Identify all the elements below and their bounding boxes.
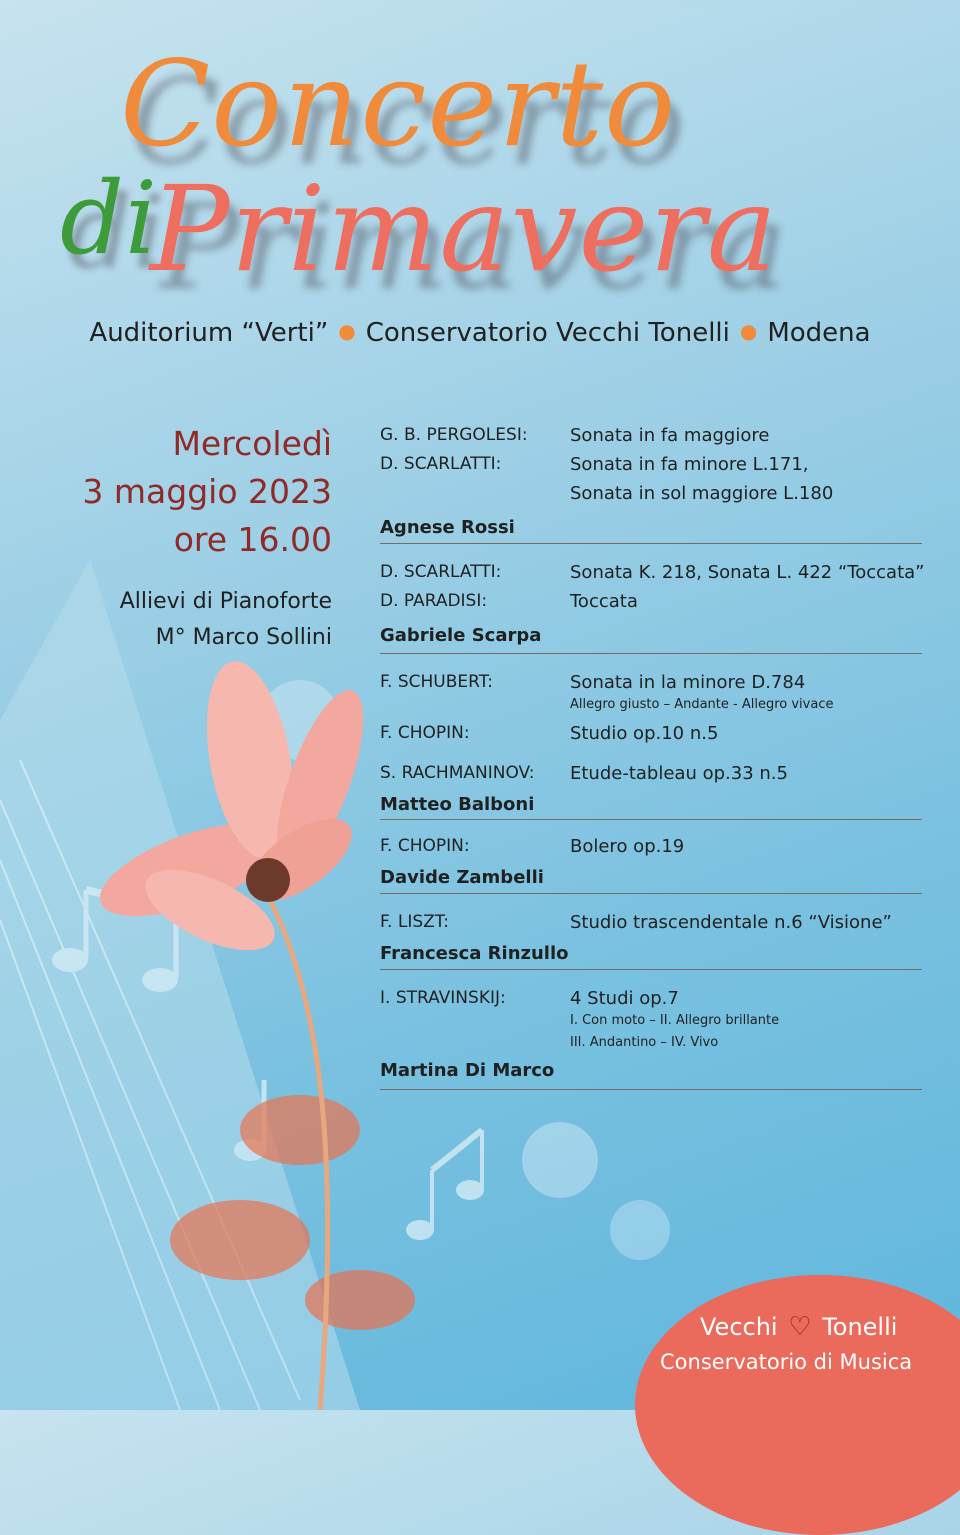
program-row <box>380 912 922 941</box>
program-block <box>380 894 922 970</box>
logo-subtitle: Conservatorio di Musica <box>660 1350 913 1374</box>
program-row <box>380 483 922 512</box>
program-block <box>380 820 922 894</box>
title-di: di <box>60 160 158 277</box>
composer: F. SCHUBERT: <box>380 672 493 692</box>
program-block <box>380 970 922 1090</box>
work: 4 Studi op.7 <box>570 988 679 1009</box>
venue-city: Modena <box>767 318 871 348</box>
event-info <box>82 420 332 656</box>
performer: Gabriele Scarpa <box>380 625 542 646</box>
logo-name-right: Tonelli <box>822 1313 898 1341</box>
composer: F. CHOPIN: <box>380 723 470 743</box>
venue-conservatory: Conservatorio Vecchi Tonelli <box>365 318 730 348</box>
concert-title <box>0 0 960 320</box>
venue-auditorium: Auditorium “Verti” <box>89 318 329 348</box>
performer: Francesca Rinzullo <box>380 943 569 964</box>
movements-row <box>380 1035 922 1055</box>
class-label: Allievi di Pianoforte <box>119 589 332 614</box>
separator-dot-icon: ● <box>338 319 356 343</box>
program-row <box>380 562 925 591</box>
movements: III. Andantino – IV. Vivo <box>570 1035 719 1050</box>
work: Sonata in fa maggiore <box>570 425 770 446</box>
title-primavera: Primavera <box>150 160 779 298</box>
work: Sonata K. 218, Sonata L. 422 “Toccata” <box>570 562 925 583</box>
work: Toccata <box>570 591 638 612</box>
program-block <box>380 654 922 820</box>
event-weekday: Mercoledì <box>172 424 332 463</box>
movements: Allegro giusto – Andante - Allegro vivace <box>570 697 834 712</box>
logo-name-left: Vecchi <box>700 1313 778 1341</box>
title-concerto: Concerto <box>120 35 677 173</box>
composer: F. CHOPIN: <box>380 836 470 856</box>
composer: S. RACHMANINOV: <box>380 763 535 783</box>
performer: Agnese Rossi <box>380 517 515 538</box>
work: Studio op.10 n.5 <box>570 723 719 744</box>
performer: Matteo Balboni <box>380 794 535 815</box>
composer: D. SCARLATTI: <box>380 562 502 582</box>
work: Sonata in la minore D.784 <box>570 672 806 693</box>
event-time: ore 16.00 <box>173 520 332 559</box>
work: Studio trascendentale n.6 “Visione” <box>570 912 892 933</box>
performer: Davide Zambelli <box>380 867 544 888</box>
separator-dot-icon: ● <box>739 319 758 343</box>
program-list <box>380 425 925 1090</box>
venue-line <box>0 318 960 348</box>
performer: Martina Di Marco <box>380 1060 555 1081</box>
teacher-name: M° Marco Sollini <box>155 625 332 650</box>
composer: F. LISZT: <box>380 912 450 932</box>
program-block <box>380 544 925 654</box>
work: Bolero op.19 <box>570 836 685 857</box>
program-row <box>380 425 922 454</box>
movements-row <box>380 697 922 723</box>
composer: D. SCARLATTI: <box>380 454 502 474</box>
program-row <box>380 454 922 483</box>
program-row <box>380 723 922 763</box>
program-row <box>380 763 922 792</box>
event-date: 3 maggio 2023 <box>82 472 332 511</box>
program-row <box>380 836 922 865</box>
program-block <box>380 425 922 544</box>
composer: G. B. PERGOLESI: <box>380 425 528 445</box>
logo-name <box>700 1312 897 1342</box>
movements: I. Con moto – II. Allegro brillante <box>570 1013 780 1028</box>
logo-mark-icon: ♡ <box>788 1312 812 1342</box>
work: Etude-tableau op.33 n.5 <box>570 763 788 784</box>
work: Sonata in sol maggiore L.180 <box>570 483 834 504</box>
work: Sonata in fa minore L.171, <box>570 454 809 475</box>
program-row <box>380 591 922 620</box>
composer: D. PARADISI: <box>380 591 488 611</box>
composer: I. STRAVINSKIJ: <box>380 988 506 1008</box>
